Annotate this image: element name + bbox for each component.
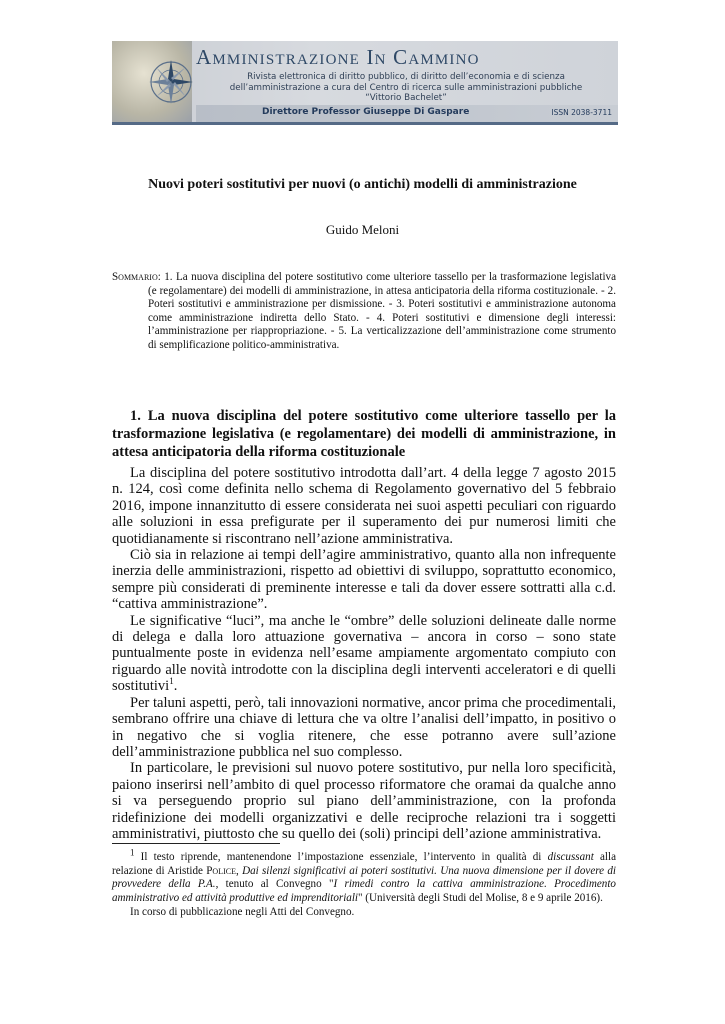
footnote-divider (112, 843, 280, 844)
summary-label: Sommario (112, 271, 158, 283)
footnote-text: Il testo riprende, mantenendone l’impostazione essenziale, l’intervento in qualità di (134, 851, 548, 863)
journal-director: Direttore Professor Giuseppe Di Gaspare (262, 107, 470, 117)
journal-title: Amministrazione In Cammino (196, 45, 480, 69)
footnote-author-name: Police (206, 864, 236, 877)
body-paragraph-text: Le significative “luci”, ma anche le “ombre” delle soluzioni delineate dalle norme di delega e dalla loro attuazione governativa – ancora in corso – sono state puntualmente poste in evidenza nell’esame ampiamente argomentato compiuto con riguardo alle novità introdotte con la disciplina degli interventi acceleratori e di quelli sostitutivi (112, 612, 616, 695)
footnote-italic: Dai silenzi significativi ai poteri sostitutivi. Una nuova dimensione per il dovere di provvedere della P.A. (112, 864, 616, 891)
journal-subtitle-line-1: Rivista elettronica di diritto pubblico, di diritto dell’economia e di scienza (247, 72, 565, 82)
section-heading: 1. La nuova disciplina del potere sostitutivo come ulteriore tassello per la trasformazione legislativa (e regolamentare) dei modelli di amministrazione, in attesa anticipatoria della riforma costituzionale (112, 408, 616, 460)
footnote-text: , (236, 864, 243, 877)
journal-banner (112, 41, 618, 125)
body-paragraph (112, 613, 616, 695)
footnote-reference[interactable]: 1 (169, 676, 174, 687)
body-paragraph: La disciplina del potere sostitutivo introdotta dall’art. 4 della legge 7 agosto 2015 n. 124, così come definita nello schema di Regolamento governativo del 5 febbraio 2016, impone innanzitutto di essere considerata nei suoi aspetti peculiari con riguardo alle soluzioni in essa prefigurate per il superamento dei pur numerosi limiti che quotidianamente si riscontrano nell’azione amministrativa. (112, 465, 616, 547)
footnote-text: , tenuto al Convegno " (215, 878, 334, 891)
footnote-italic: discussant (547, 851, 594, 863)
journal-subtitle-line-3: “Vittorio Bachelet” (365, 93, 447, 103)
footnote-text: " (Università degli Studi del Molise, 8 e 9 aprile 2016). (358, 892, 603, 905)
summary-block (112, 271, 616, 353)
section-body (112, 465, 616, 842)
compass-rose-icon (148, 59, 194, 105)
body-paragraph: Ciò sia in relazione ai tempi dell’agire amministrativo, quanto alla non infrequente inerzia delle amministrazioni, rispetto ad obiettivi di sviluppo, soprattutto economico, sempre più considerati di preminente interesse e tali da dover essere sottratti alla c.d. “cattiva amministrazione”. (112, 547, 616, 613)
footnote-text: alla relazione di Aristide (112, 851, 616, 877)
footnotes (112, 847, 616, 920)
footnote-1 (112, 847, 616, 906)
body-paragraph: In particolare, le previsioni sul nuovo potere sostitutivo, pur nella loro specificità, paiono inserirsi nell’ambito di quel processo riformatore che oramai da qualche anno si va perseguendo proprio sul piano dell’amministrazione, con la profonda ridefinizione dei modelli organizzativi e delle reciproche relazioni tra i soggetti amministrativi, piuttosto che su quello dei (soli) principi dell’azione amministrativa. (112, 760, 616, 842)
summary-text: : 1. La nuova disciplina del potere sostitutivo come ulteriore tassello per la trasformazione legislativa (e regolamentare) dei modelli di amministrazione, in attesa anticipatoria della riforma costituzionale. - 2. Poteri sostitutivi e amministrazione per dismissione. - 3. Poteri sostitutivi e amministrazione autonoma come amministrazione indiretta dello Stato. - 4. Poteri sostitutivi e dimensione degli interessi: l’amministrazione per riappropriazione. - 5. La verticalizzazione dell’amministrazione come strumento di semplificazione politico-amministrativa. (148, 271, 616, 351)
article-title: Nuovi poteri sostitutivi per nuovi (o antichi) modelli di amministrazione (148, 177, 577, 192)
body-paragraph: Per taluni aspetti, però, tali innovazioni normative, ancor prima che procedimentali, sembrano offrire una chiave di lettura che va oltre l’analisi dell’impatto, in positivo o in negativo che si voglia ritenere, che esse potranno avere sull’azione dell’amministrazione pubblica nel suo complesso. (112, 694, 616, 760)
journal-subtitle-line-2: dell’amministrazione a cura del Centro di ricerca sulle amministrazioni pubbliche (229, 83, 583, 93)
footnote-italic: I rimedi contro la cattiva amministrazione. Procedimento amministrativo ed attività produttive ed imprenditoriali (112, 878, 616, 905)
journal-issn: ISSN 2038-3711 (551, 108, 612, 117)
article-author: Guido Meloni (325, 222, 400, 237)
footnote-note: In corso di pubblicazione negli Atti del Convegno. (130, 905, 355, 918)
body-paragraph-end: . (173, 678, 178, 695)
footnote-number: 1 (130, 847, 135, 858)
